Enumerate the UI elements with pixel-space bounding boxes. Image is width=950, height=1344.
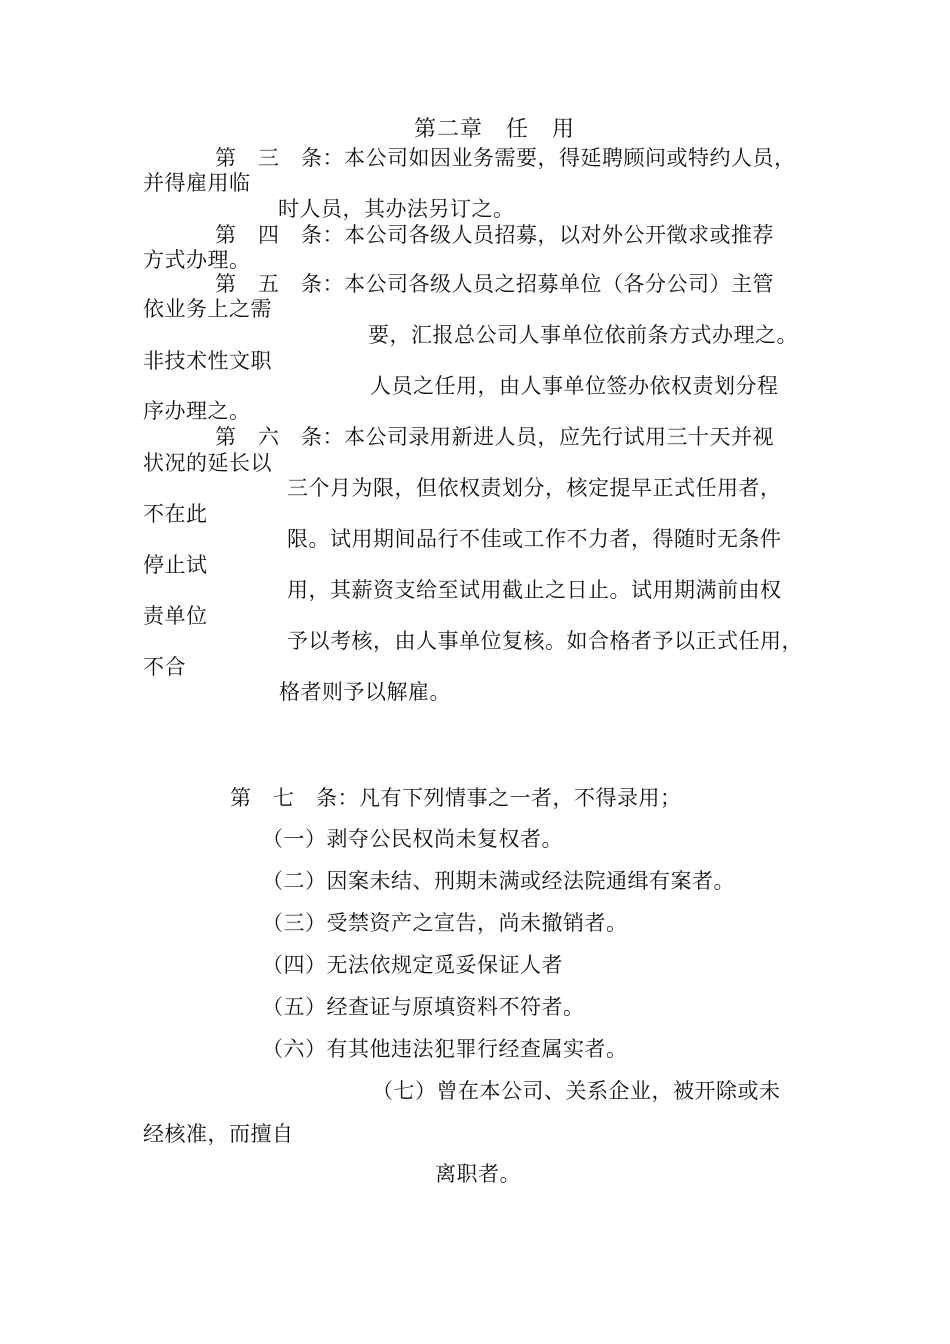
article-6-line-11: 格者则予以解雇。: [279, 680, 451, 704]
article-4-line-1: 第 四 条：本公司各级人员招募，以对外公开徵求或推荐: [215, 223, 774, 247]
article-6-line-3: 三个月为限，但依权责划分，核定提早正式任用者，: [287, 476, 782, 500]
chapter-title: 第二章 任 用: [414, 117, 576, 142]
article-5-line-4: 非技术性文职: [143, 349, 272, 373]
article-7-heading: 第 七 条：凡有下列情事之一者，不得录用；: [230, 786, 682, 810]
article-3-line-1: 第 三 条：本公司如因业务需要，得延聘顾问或特约人员，: [215, 146, 796, 170]
article-5-line-3: 要，汇报总公司人事单位依前条方式办理之。: [368, 323, 798, 347]
article-7-item-4: （四）无法依规定觅妥保证人者: [262, 953, 563, 977]
article-6-line-9: 予以考核，由人事单位复核。如合格者予以正式任用，: [287, 629, 803, 653]
article-6-line-7: 用，其薪资支给至试用截止之日止。试用期满前由权: [287, 578, 782, 602]
article-6-line-8: 责单位: [143, 604, 208, 628]
article-3-line-3: 时人员，其办法另订之。: [278, 197, 515, 221]
article-3-line-2: 并得雇用临: [143, 171, 251, 195]
article-5-line-5: 人员之任用，由人事单位签办依权责划分程: [370, 374, 779, 398]
article-6-line-2: 状况的延长以: [143, 451, 272, 475]
article-6-line-6: 停止试: [143, 553, 208, 577]
article-5-line-1: 第 五 条：本公司各级人员之招募单位（各分公司）主管: [215, 272, 774, 296]
article-7-item-1: （一）剥夺公民权尚未复权者。: [262, 827, 563, 851]
article-5-line-2: 依业务上之需: [143, 297, 272, 321]
article-7-item-3: （三）受禁资产之宣告，尚未撤销者。: [262, 911, 628, 935]
article-6-line-4: 不在此: [143, 502, 208, 526]
article-6-line-1: 第 六 条：本公司录用新进人员，应先行试用三十天并视: [215, 425, 774, 449]
article-5-line-6: 序办理之。: [143, 399, 251, 423]
article-7-item-7-line-1: （七）曾在本公司、关系企业，被开除或未: [372, 1079, 781, 1103]
article-7-item-5: （五）经查证与原填资料不符者。: [262, 995, 585, 1019]
article-7-item-6: （六）有其他违法犯罪行经查属实者。: [262, 1037, 628, 1061]
article-7-item-2: （二）因案未结、刑期未满或经法院通缉有案者。: [262, 869, 735, 893]
article-7-item-7-line-3: 离职者。: [435, 1162, 521, 1186]
article-6-line-10: 不合: [143, 655, 186, 679]
article-7-item-7-line-2: 经核准，而擅自: [143, 1122, 294, 1146]
article-6-line-5: 限。试用期间品行不佳或工作不力者，得随时无条件: [287, 527, 782, 551]
article-4-line-2: 方式办理。: [143, 248, 251, 272]
